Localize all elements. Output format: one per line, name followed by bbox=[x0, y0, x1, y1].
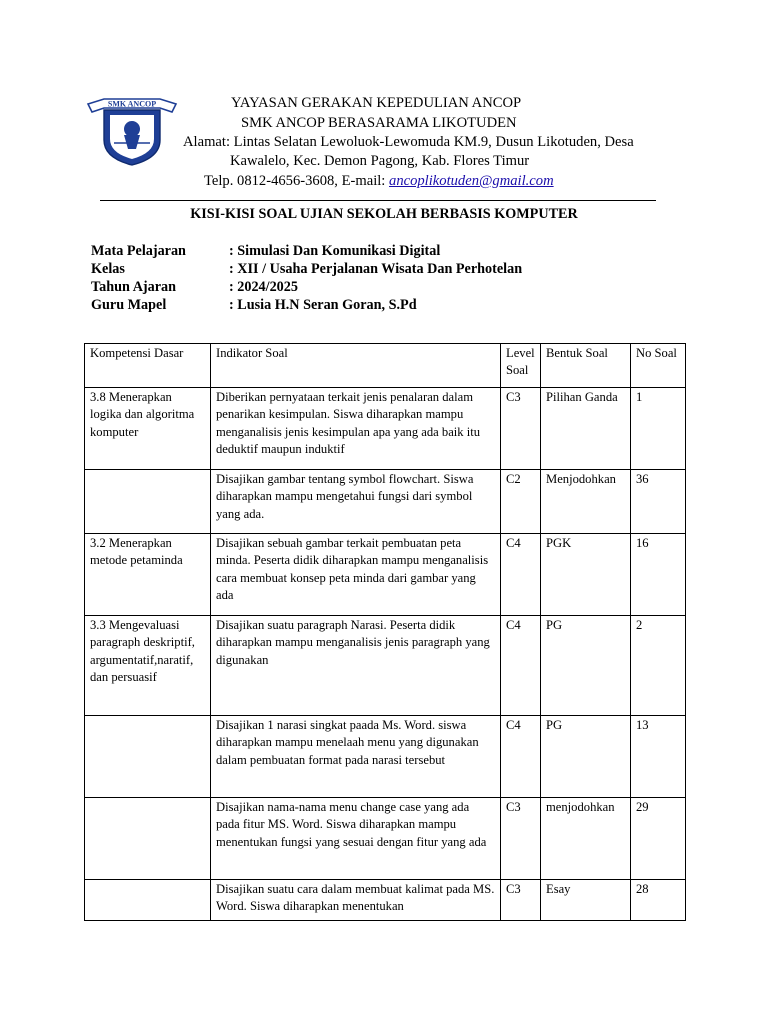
cell-no: 28 bbox=[631, 880, 686, 921]
cell-indikator: Disajikan nama-nama menu change case yang ada pada fitur MS. Word. Siswa diharapkan mampu menentukan fungsi yang sesuai dengan fitur yang ada bbox=[211, 798, 501, 880]
phone-text: Telp. 0812-4656-3608, E-mail: bbox=[204, 173, 390, 189]
cell-no: 13 bbox=[631, 716, 686, 798]
cell-indikator: Disajikan suatu cara dalam membuat kalimat pada MS. Word. Siswa diharapkan menentukan bbox=[211, 880, 501, 921]
cell-kompetensi bbox=[85, 470, 211, 534]
header-divider bbox=[100, 200, 656, 201]
meta-label: Kelas bbox=[91, 261, 125, 277]
cell-indikator: Disajikan gambar tentang symbol flowchart. Siswa diharapkan mampu mengetahui fungsi dari symbol yang ada. bbox=[211, 470, 501, 534]
cell-level: C4 bbox=[501, 716, 541, 798]
cell-indikator: Disajikan suatu paragraph Narasi. Peserta didik diharapkan mampu menganalisis jenis paragraph yang digunakan bbox=[211, 616, 501, 716]
cell-no: 1 bbox=[631, 388, 686, 470]
contact-line bbox=[204, 171, 554, 191]
cell-level: C3 bbox=[501, 880, 541, 921]
cell-no: 36 bbox=[631, 470, 686, 534]
address-line-2: Kawalelo, Kec. Demon Pagong, Kab. Flores Timur bbox=[230, 153, 530, 169]
cell-kompetensi bbox=[85, 798, 211, 880]
meta-row bbox=[91, 296, 522, 314]
school-logo bbox=[84, 95, 180, 167]
cell-bentuk: PG bbox=[541, 716, 631, 798]
table-row bbox=[85, 470, 686, 534]
logo-text: SMK ANCOP bbox=[107, 99, 157, 109]
cell-level: C3 bbox=[501, 388, 541, 470]
cell-bentuk: Menjodohkan bbox=[541, 470, 631, 534]
meta-value: : 2024/2025 bbox=[229, 279, 298, 295]
cell-no: 2 bbox=[631, 616, 686, 716]
cell-indikator: Disajikan sebuah gambar terkait pembuatan peta minda. Peserta didik diharapkan mampu menganalisis cara membuat konsep peta minda dari gambar yang ada bbox=[211, 534, 501, 616]
cell-bentuk: Pilihan Ganda bbox=[541, 388, 631, 470]
cell-kompetensi: 3.2 Menerapkan metode petaminda bbox=[85, 534, 211, 616]
subject-info bbox=[91, 242, 522, 314]
meta-label: Tahun Ajaran bbox=[91, 279, 177, 295]
cell-kompetensi: 3.3 Mengevaluasi paragraph deskriptif, argumentatif,naratif, dan persuasif bbox=[85, 616, 211, 716]
meta-label: Mata Pelajaran bbox=[91, 243, 186, 259]
meta-row bbox=[91, 278, 522, 296]
meta-value: : XII / Usaha Perjalanan Wisata Dan Perhotelan bbox=[229, 261, 523, 277]
cell-indikator: Diberikan pernyataan terkait jenis penalaran dalam penarikan kesimpulan. Siswa diharapkan mampu menganalisis jenis kesimpulan apa yang ada baik itu deduktif maupun induktif bbox=[211, 388, 501, 470]
table-row bbox=[85, 880, 686, 921]
table-row bbox=[85, 616, 686, 716]
cell-level: C4 bbox=[501, 534, 541, 616]
cell-kompetensi bbox=[85, 716, 211, 798]
meta-row bbox=[91, 242, 522, 260]
table-row bbox=[85, 716, 686, 798]
document-title: KISI-KISI SOAL UJIAN SEKOLAH BERBASIS KOMPUTER bbox=[190, 206, 578, 222]
cell-bentuk: menjodohkan bbox=[541, 798, 631, 880]
meta-value: : Lusia H.N Seran Goran, S.Pd bbox=[229, 297, 417, 313]
table-row bbox=[85, 388, 686, 470]
col-header-bentuk: Bentuk Soal bbox=[541, 344, 631, 388]
meta-row bbox=[91, 260, 522, 278]
foundation-name: YAYASAN GERAKAN KEPEDULIAN ANCOP bbox=[231, 95, 522, 111]
col-header-no: No Soal bbox=[631, 344, 686, 388]
col-header-indikator: Indikator Soal bbox=[211, 344, 501, 388]
cell-bentuk: PGK bbox=[541, 534, 631, 616]
school-name: SMK ANCOP BERASARAMA LIKOTUDEN bbox=[241, 115, 517, 131]
meta-value: : Simulasi Dan Komunikasi Digital bbox=[229, 243, 441, 259]
table-header-row bbox=[85, 344, 686, 388]
cell-kompetensi: 3.8 Menerapkan logika dan algoritma komputer bbox=[85, 388, 211, 470]
email-link[interactable]: ancoplikotuden@gmail.com bbox=[389, 173, 554, 189]
cell-bentuk: Esay bbox=[541, 880, 631, 921]
cell-kompetensi bbox=[85, 880, 211, 921]
cell-level: C4 bbox=[501, 616, 541, 716]
cell-no: 16 bbox=[631, 534, 686, 616]
meta-label: Guru Mapel bbox=[91, 297, 167, 313]
cell-no: 29 bbox=[631, 798, 686, 880]
col-header-level: Level Soal bbox=[501, 344, 541, 388]
cell-level: C2 bbox=[501, 470, 541, 534]
col-header-kompetensi: Kompetensi Dasar bbox=[85, 344, 211, 388]
cell-level: C3 bbox=[501, 798, 541, 880]
address-line-1: Alamat: Lintas Selatan Lewoluok-Lewomuda KM.9, Dusun Likotuden, Desa bbox=[183, 134, 634, 150]
cell-indikator: Disajikan 1 narasi singkat paada Ms. Word. siswa diharapkan mampu menelaah menu yang digunakan dalam pembuatan format pada narasi tersebut bbox=[211, 716, 501, 798]
kisi-kisi-table bbox=[84, 343, 686, 921]
table-row bbox=[85, 798, 686, 880]
table-row bbox=[85, 534, 686, 616]
cell-bentuk: PG bbox=[541, 616, 631, 716]
